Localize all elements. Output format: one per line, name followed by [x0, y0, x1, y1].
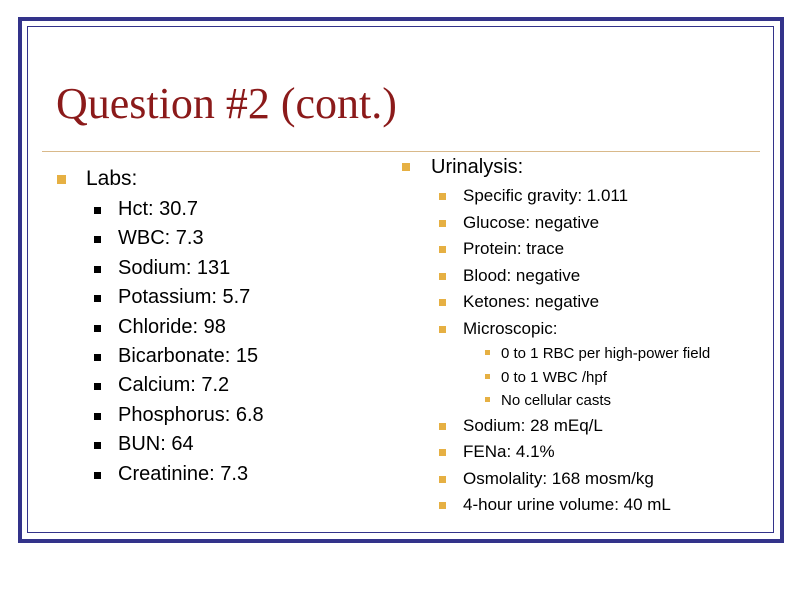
labs-heading: Labs: [86, 167, 138, 190]
square-bullet-icon [485, 350, 490, 355]
labs-column [56, 166, 264, 489]
list-item [58, 401, 264, 430]
lab-value: Bicarbonate: 15 [118, 345, 259, 368]
square-bullet-icon [94, 413, 101, 420]
lab-value: BUN: 64 [118, 433, 194, 456]
square-bullet-icon [439, 273, 446, 280]
list-item [58, 342, 264, 371]
square-bullet-icon [439, 326, 446, 333]
list-item [403, 389, 710, 413]
square-bullet-icon [94, 266, 101, 273]
list-item [403, 342, 710, 366]
square-bullet-icon [439, 299, 446, 306]
microscopic-value: 0 to 1 WBC /hpf [501, 368, 607, 386]
square-bullet-icon [94, 442, 101, 449]
title-divider [42, 151, 760, 152]
list-item [403, 183, 710, 210]
list-item [58, 195, 264, 224]
square-bullet-icon [94, 295, 101, 302]
list-item [403, 263, 710, 290]
urinalysis-list [435, 183, 710, 519]
microscopic-value: No cellular casts [501, 392, 612, 409]
square-bullet-icon [485, 397, 490, 402]
lab-value: WBC: 7.3 [118, 227, 204, 250]
list-item [403, 366, 710, 390]
microscopic-value: 0 to 1 RBC per high-power field [501, 345, 711, 362]
square-bullet-icon [485, 374, 490, 379]
lab-value: Chloride: 98 [118, 315, 226, 338]
ua-value: Glucose: negative [463, 212, 600, 232]
ua-value: FENa: 4.1% [463, 442, 555, 461]
list-item [403, 236, 710, 263]
list-item [403, 466, 710, 493]
list-item [403, 413, 710, 440]
list-item [403, 210, 710, 237]
square-bullet-icon [439, 220, 446, 227]
lab-value: Creatinine: 7.3 [118, 462, 249, 485]
square-bullet-icon [57, 175, 66, 184]
list-item [58, 371, 264, 400]
square-bullet-icon [94, 207, 101, 214]
urinalysis-heading: Urinalysis: [431, 156, 524, 178]
lab-value: Sodium: 131 [118, 256, 231, 279]
ua-value: Blood: negative [463, 265, 581, 285]
urinalysis-heading-item [401, 154, 710, 519]
ua-value: Ketones: negative [463, 292, 600, 311]
ua-value: 4-hour urine volume: 40 mL [463, 495, 671, 514]
list-item [403, 439, 710, 466]
list-item [58, 224, 264, 253]
lab-value: Phosphorus: 6.8 [118, 403, 264, 426]
ua-value: Protein: trace [463, 239, 565, 258]
square-bullet-icon [439, 423, 446, 430]
square-bullet-icon [439, 193, 446, 200]
square-bullet-icon [402, 163, 410, 171]
list-item [403, 289, 710, 316]
square-bullet-icon [94, 354, 101, 361]
ua-value: Microscopic: [463, 318, 558, 338]
list-item [58, 254, 264, 283]
square-bullet-icon [439, 246, 446, 253]
labs-heading-item [56, 166, 264, 489]
ua-value: Specific gravity: 1.011 [463, 186, 629, 205]
square-bullet-icon [439, 502, 446, 509]
list-item [403, 492, 710, 519]
square-bullet-icon [94, 325, 101, 332]
microscopic-list [463, 342, 710, 413]
labs-list [90, 195, 264, 489]
list-item [58, 460, 264, 489]
slide-title: Question #2 (cont.) [56, 79, 397, 128]
lab-value: Potassium: 5.7 [118, 286, 251, 309]
square-bullet-icon [439, 449, 446, 456]
square-bullet-icon [94, 383, 101, 390]
ua-value: Sodium: 28 mEq/L [463, 415, 603, 435]
square-bullet-icon [94, 236, 101, 243]
lab-value: Hct: 30.7 [118, 198, 199, 220]
ua-value: Osmolality: 168 mosm/kg [463, 468, 654, 488]
urinalysis-column [401, 154, 710, 519]
lab-value: Calcium: 7.2 [118, 374, 230, 397]
list-item [58, 283, 264, 312]
list-item [58, 313, 264, 342]
square-bullet-icon [439, 476, 446, 483]
square-bullet-icon [94, 472, 101, 479]
list-item [58, 430, 264, 459]
list-item [403, 316, 710, 413]
